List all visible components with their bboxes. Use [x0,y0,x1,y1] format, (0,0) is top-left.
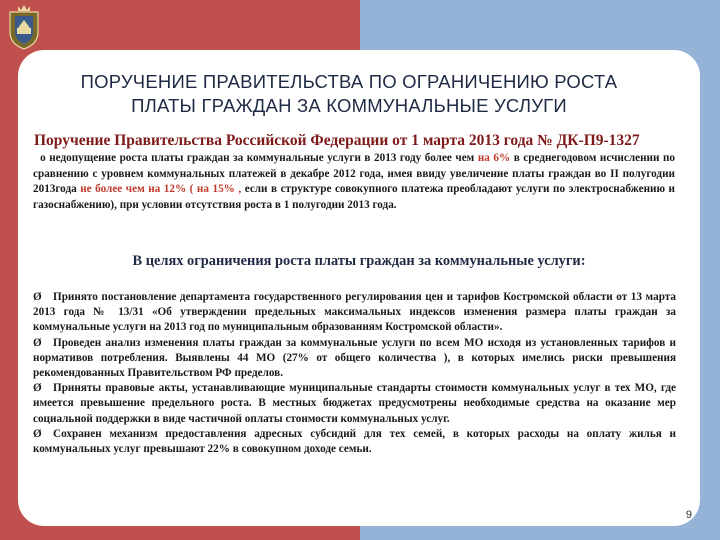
intro-highlight-12-percent: не более чем на 12% ( на 15% , [80,183,242,196]
content-panel [18,50,700,526]
arrow-bullet-icon: Ø [33,427,42,440]
intro-highlight-6-percent: на 6% [477,152,511,164]
government-order-subtitle: Поручение Правительства Российской Федерации от 1 марта 2013 года № ДК-П9-1327 [34,132,640,149]
list-item [33,336,676,382]
intro-text-3: если в структуре совокупного платежа преобладают услуги по электроснабжению и газоснабжению), при условии отсутствия роста в 1 полугодии 2013 года. [33,183,676,211]
title-line-2: ПЛАТЫ ГРАЖДАН ЗА КОММУНАЛЬНЫЕ УСЛУГИ [131,95,567,116]
arrow-bullet-icon: Ø [33,382,42,395]
list-item [33,381,676,427]
page-title [18,70,680,118]
page-number: 9 [685,509,692,521]
measures-list [33,290,676,457]
intro-text-2: в среднегодовом исчислении по сравнению с уровнем коммунальных платежей в декабре 2012 года, имея ввиду увеличение платы граждан во II полугодии 2013года [33,152,675,196]
list-item [33,290,676,336]
order-description [33,151,675,213]
list-item-text: Проведен анализ изменения платы граждан за коммунальные услуги по всем МО исходя из установленных тарифов и нормативов потребления. Выявлены 44 МО (27% от общего количества ), в которых имелись риски превышения рекомендованных Правительством РФ пределов. [33,336,676,380]
list-item [33,427,676,457]
arrow-bullet-icon: Ø [33,336,42,349]
title-line-1: ПОРУЧЕНИЕ ПРАВИТЕЛЬСТВА ПО ОГРАНИЧЕНИЮ РОСТА [80,71,618,92]
coat-of-arms-icon [4,2,44,52]
section-heading: В целях ограничения роста платы граждан за коммунальные услуги: [132,253,586,269]
intro-text-1: о недопущение роста платы граждан за коммунальные услуги в 2013 году более чем [40,152,478,164]
list-item-text: Приняты правовые акты, устанавливающие муниципальные стандарты стоимости коммунальных услуг в тех МО, где имеется превышение предельного роста. В местных бюджетах предусмотрены необходимые средства на оказание мер социальной поддержки в виде частичной оплаты стоимости коммунальных услуг. [33,382,676,425]
arrow-bullet-icon: Ø [33,291,42,303]
list-item-text: Принято постановление департамента государственного регулирования цен и тарифов Костромской области от 13 марта 2013 года № 13/31 «Об утверждении предельных максимальных индексов изменения размера платы граждан за коммунальные услуги на 2013 год по муниципальным образованиям Костромской области». [33,291,676,334]
list-item-text: Сохранен механизм предоставления адресных субсидий для тех семей, в которых расходы на оплату жилья и коммунальных услуг превышают 22% в совокупном доходе семьи. [33,427,676,456]
